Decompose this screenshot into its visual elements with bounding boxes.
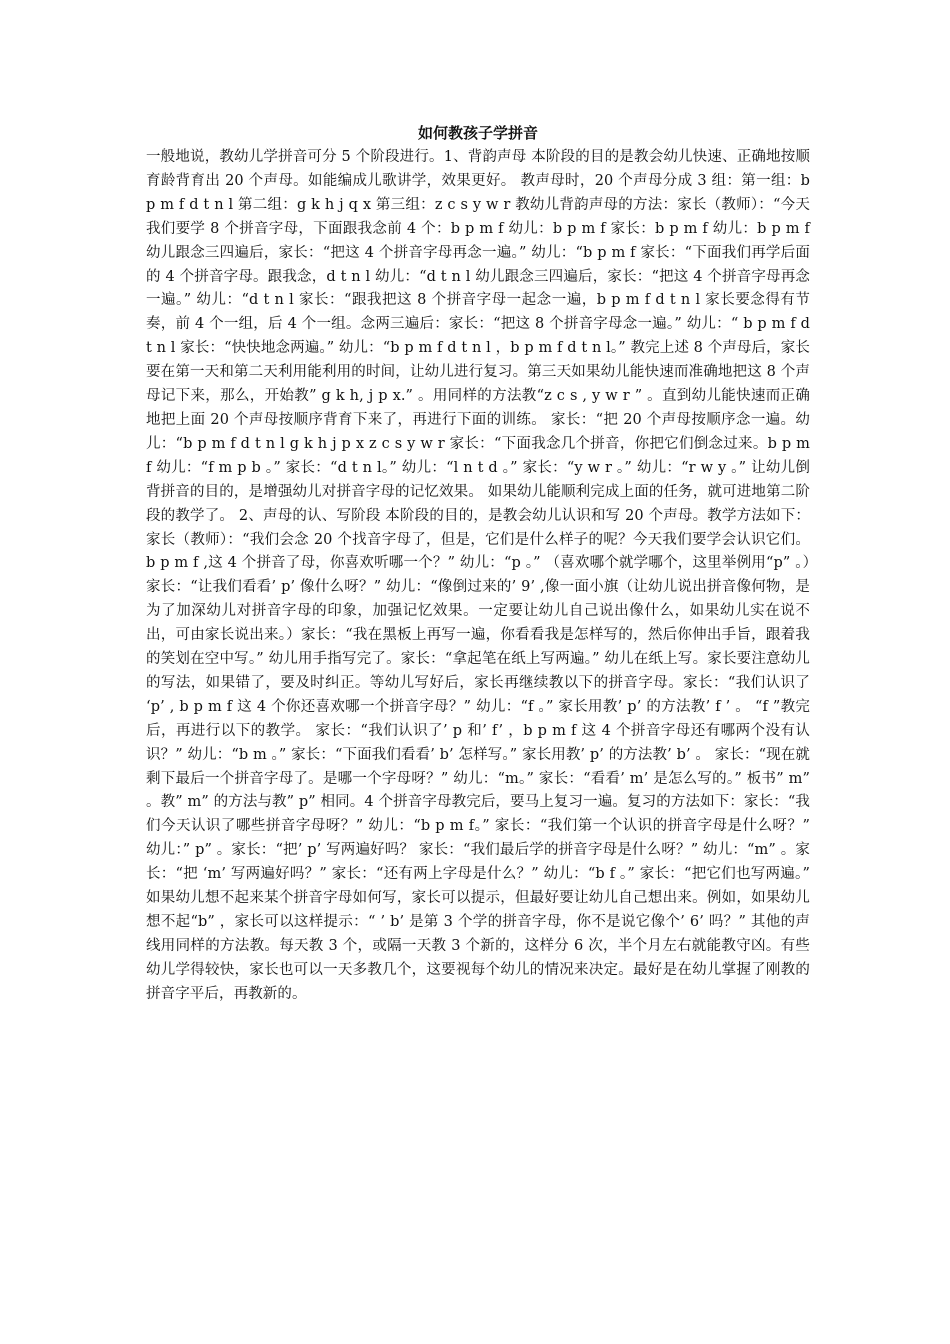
document-page xyxy=(146,120,810,1007)
document-title: 如何教孩子学拼音 xyxy=(417,124,538,142)
document-body: 一般地说，教幼儿学拼音可分 5 个阶段进行。1、背韵声母 本阶段的目的是教会幼儿快速、正确地按顺育龄背育出 20 个声母。如能编成儿歌讲学，效果更好。 教声母时，20 个声母分成 3 组：第一组：b p m f d t n l 第二组：g k h j q x 第三组：z c s y w r 教幼儿背韵声母的方法：家长（教师）：“今天我们要学 8 个拼音字母，下面跟我念前 4 个：b p m f 幼儿：b p m f 家长：b p m f 幼儿：b p m f 幼儿跟念三四遍后，家长：“把这 4 个拼音字母再念一遍。” 幼儿：“b p m f 家长：“下面我们再学后面的 4 个拼音字母。跟我念，d t n l 幼儿：“d t n l 幼儿跟念三四遍后，家长：“把这 4 个拼音字母再念一遍。” 幼儿：“d t n l 家长：“跟我把这 8 个拼音字母一起念一遍，b p m f d t n l 家长要念得有节奏，前 4 个一组，后 4 个一组。念两三遍后：家长：“把这 8 个拼音字母念一遍。” 幼儿：“ b p m f d t n l 家长：“快快地念两遍。” 幼儿：“b p m f d t n l ，b p m f d t n l。” 教完上述 8 个声母后，家长要在第一天和第二天利用能利用的时间，让幼儿进行复习。第三天如果幼儿能快速而准确地把这 8 个声母记下来，那么，开始教” g k h, j p x.” 。用同样的方法教“z c s , y w r ” 。直到幼儿能快速而正确地把上面 20 个声母按顺序背育下来了，再进行下面的训练。 家长：“把 20 个声母按顺序念一遍。幼儿：“b p m f d t n l g k h j p x z c s y w r 家长：“下面我念几个拼音，你把它们倒念过来。b p m f 幼儿：“f m p b 。” 家长：“d t n l。” 幼儿：“l n t d 。” 家长：“y w r 。” 幼儿：“r w y 。” 让幼儿倒背拼音的目的，是增强幼儿对拼音字母的记忆效果。 如果幼儿能顺利完成上面的任务，就可进地第二阶段的教学了。 2、声母的认、写阶段 本阶段的目的，是教会幼儿认识和写 20 个声母。教学方法如下：家长（教师）：“我们会念 20 个找音字母了，但是，它们是什么样子的呢？今天我们要学会认识它们。b p m f ,这 4 个拼音了母，你喜欢听哪一个？” 幼儿：“p 。” （喜欢哪个就学哪个，这里举例用“p” 。）家长：“让我们看看’ p’ 像什么呀？” 幼儿：“像倒过来的’ 9’ ,像一面小旗（让幼儿说出拼音像何物，是为了加深幼儿对拼音字母的印象，加强记忆效果。一定要让幼儿自己说出像什么，如果幼儿实在说不出，可由家长说出来。）家长：“我在黑板上再写一遍，你看看我是怎样写的，然后你伸出手旨，跟着我的笑划在空中写。” 幼儿用手指写完了。家长：“拿起笔在纸上写两遍。” 幼儿在纸上写。家长要注意幼儿的写法，如果错了，要及时纠正。等幼儿写好后，家长再继续教以下的拼音字母。家长：“我们认识了 ‘p’ , b p m f 这 4 个你还喜欢哪一个拼音字母？” 幼儿：“f 。” 家长用教’ p’ 的方法教’ f ’ 。 “f ”教完后，再进行以下的教学。 家长：“我们认识了’ p 和’ f’ ，b p m f 这 4 个拼音字母还有哪两个没有认识？” 幼儿：“b m 。” 家长：“下面我们看看’ b’ 怎样写。” 家长用教’ p’ 的方法教’ b’ 。 家长：“现在就剩下最后一个拼音字母了。是哪一个字母呀？” 幼儿：“m。” 家长：“看看’ m’ 是怎么写的。” 板书” m” 。教” m” 的方法与教” p” 相同。4 个拼音字母教完后，要马上复习一遍。复习的方法如下：家长：“我们今天认识了哪些拼音字母呀？” 幼儿：“b p m f。” 家长：“我们第一个认识的拼音字母是什么呀？” 幼儿：” p” 。家长：“把’ p’ 写两遍好吗？ 家长：“我们最后学的拼音字母是什么呀？” 幼儿：“m” 。家长：“把 ‘m’ 写两遍好吗？” 家长：“还有两上字母是什么？” 幼儿：“b f 。” 家长：“把它们也写两遍。” 如果幼儿想不起来某个拼音字母如何写，家长可以提示，但最好要让幼儿自己想出来。例如，如果幼儿想不起“b” ，家长可以这样提示：“ ’ b’ 是第 3 个学的拼音字母，你不是说它像个’ 6’ 吗？” 其他的声线用同样的方法教。每天教 3 个，或隔一天教 3 个新的，这样分 6 次，半个月左右就能教守凶。有些幼儿学得较快，家长也可以一天多教几个，这要视每个幼儿的情况来决定。最好是在幼儿掌握了刚教的拼音字平后，再教新的。 xyxy=(146,149,810,1002)
